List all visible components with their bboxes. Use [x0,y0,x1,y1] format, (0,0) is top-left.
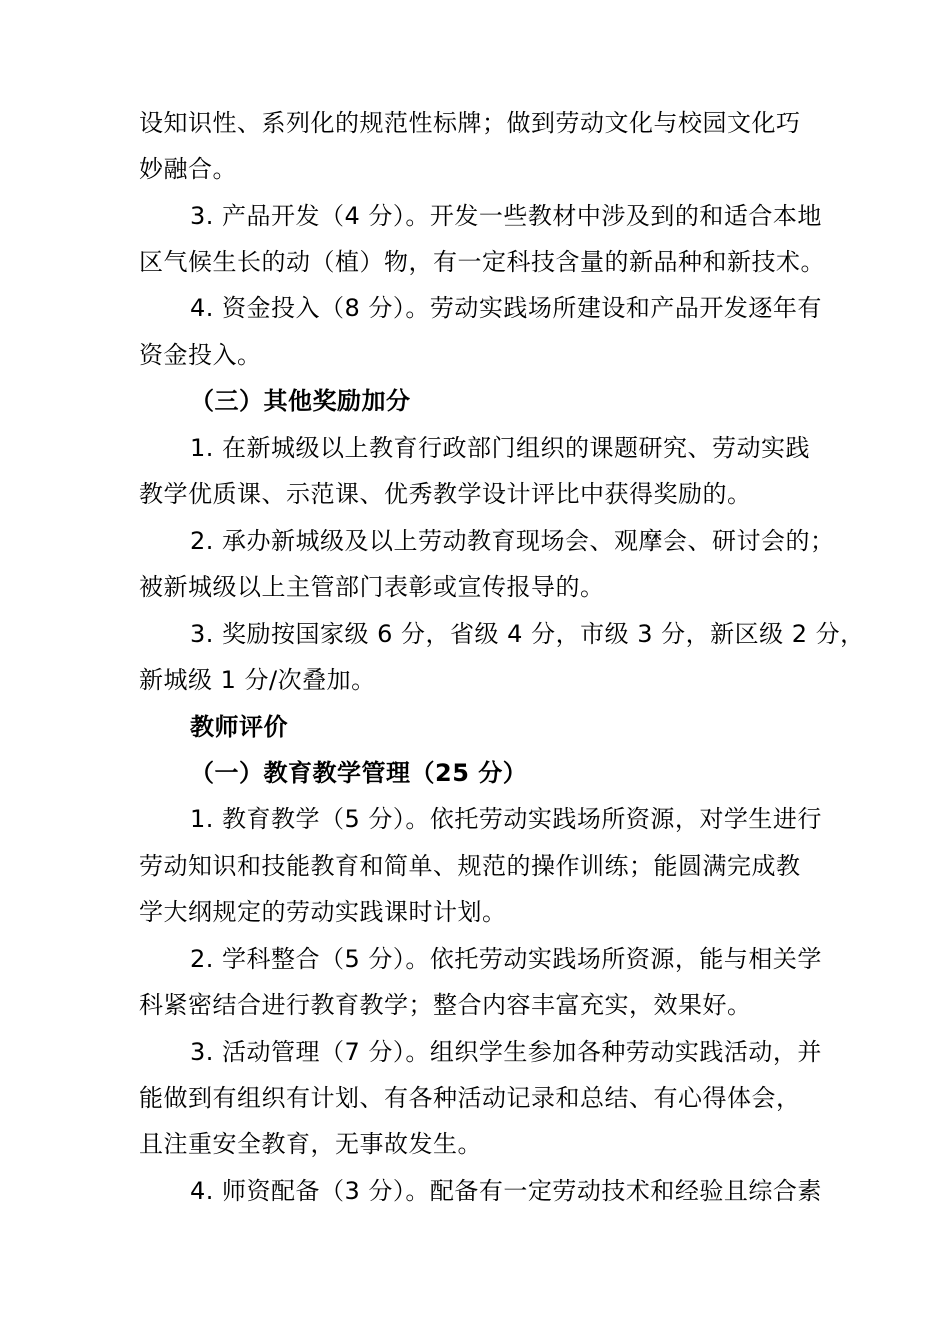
paragraph-line: 1. 教育教学（5 分）。依托劳动实践场所资源，对学生进行 [190,805,822,833]
chapter-heading: 教师评价 [190,713,288,741]
paragraph-line: 3. 活动管理（7 分）。组织学生参加各种劳动实践活动，并 [190,1038,822,1066]
paragraph-line: 资金投入。 [139,341,262,369]
paragraph-line: 科紧密结合进行教育教学；整合内容丰富充实，效果好。 [139,991,752,1019]
paragraph-line: 4. 资金投入（8 分）。劳动实践场所建设和产品开发逐年有 [190,294,822,322]
paragraph-line: 且注重安全教育，无事故发生。 [139,1130,482,1158]
paragraph-line: 新城级 1 分/次叠加。 [139,666,376,694]
paragraph-line: 区气候生长的动（植）物，有一定科技含量的新品种和新技术。 [139,248,825,276]
paragraph-line: 4. 师资配备（3 分）。配备有一定劳动技术和经验且综合素 [190,1177,822,1205]
section-heading: （一）教育教学管理（25 分） [190,759,528,787]
paragraph-line: 3. 产品开发（4 分）。开发一些教材中涉及到的和适合本地 [190,202,822,230]
paragraph-line: 设知识性、系列化的规范性标牌；做到劳动文化与校园文化巧 [139,109,801,137]
paragraph-line: 2. 学科整合（5 分）。依托劳动实践场所资源，能与相关学 [190,945,822,973]
paragraph-line: 3. 奖励按国家级 6 分，省级 4 分，市级 3 分，新区级 2 分， [190,620,865,648]
paragraph-line: 能做到有组织有计划、有各种活动记录和总结、有心得体会， [139,1084,801,1112]
paragraph-line: 学大纲规定的劳动实践课时计划。 [139,898,507,926]
paragraph-line: 劳动知识和技能教育和简单、规范的操作训练；能圆满完成教 [139,852,801,880]
section-heading: （三）其他奖励加分 [190,387,411,415]
paragraph-line: 2. 承办新城级及以上劳动教育现场会、观摩会、研讨会的； [190,527,835,555]
paragraph-line: 被新城级以上主管部门表彰或宣传报导的。 [139,573,605,601]
paragraph-line: 妙融合。 [139,155,237,183]
paragraph-line: 1. 在新城级以上教育行政部门组织的课题研究、劳动实践 [190,434,811,462]
paragraph-line: 教学优质课、示范课、优秀教学设计评比中获得奖励的。 [139,480,752,508]
